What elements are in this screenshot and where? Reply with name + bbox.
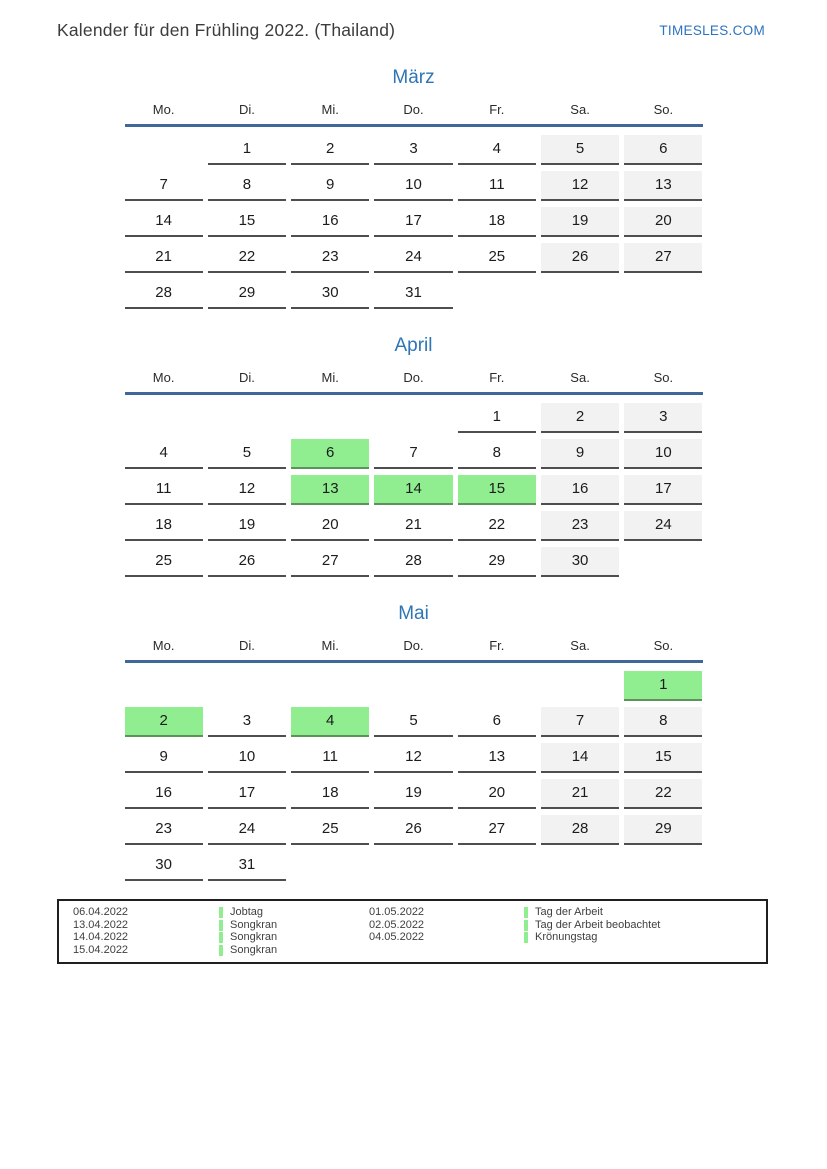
day-cell-day: 14	[125, 207, 203, 237]
weekday-header-row	[125, 102, 703, 118]
weekday-label: Di.	[238, 370, 255, 385]
day-cell-weekend: 24	[624, 511, 702, 541]
month-april	[125, 335, 703, 577]
weekday-label: So.	[653, 102, 674, 117]
day-cell-weekend: 21	[541, 779, 619, 809]
day-cell-holiday: 6	[291, 439, 369, 469]
day-cell-weekend: 13	[624, 171, 702, 201]
legend-entry	[524, 931, 758, 944]
day-cell-holiday: 15	[458, 475, 536, 505]
weekday-label: So.	[653, 370, 674, 385]
day-cell-day: 26	[208, 547, 286, 577]
empty-cell	[125, 135, 203, 165]
month-title: April	[394, 335, 433, 356]
day-cell-day: 29	[458, 547, 536, 577]
days-grid	[125, 403, 703, 577]
month-title: Mai	[398, 603, 429, 624]
legend-holiday-name: Songkran	[230, 944, 278, 957]
day-cell-day: 3	[374, 135, 452, 165]
weekday-label: Sa.	[570, 102, 590, 117]
day-cell-day: 12	[208, 475, 286, 505]
weekday-label: Fr.	[489, 638, 505, 653]
day-cell-day: 22	[208, 243, 286, 273]
day-cell-day: 27	[458, 815, 536, 845]
month-märz	[125, 67, 703, 309]
days-grid	[125, 135, 703, 309]
month-divider-line	[125, 392, 703, 395]
day-cell-day: 24	[374, 243, 452, 273]
day-cell-weekend: 29	[624, 815, 702, 845]
day-cell-weekend: 19	[541, 207, 619, 237]
day-cell-weekend: 14	[541, 743, 619, 773]
calendar-months	[0, 67, 827, 881]
holiday-marker-icon	[219, 932, 223, 943]
day-cell-day: 20	[458, 779, 536, 809]
weekday-label: Do.	[403, 102, 424, 117]
empty-cell	[374, 671, 452, 701]
legend-entry	[524, 919, 758, 932]
holiday-marker-icon	[219, 907, 223, 918]
day-cell-day: 18	[291, 779, 369, 809]
day-cell-day: 28	[125, 279, 203, 309]
legend-holiday-name: Krönungstag	[535, 931, 598, 944]
day-cell-day: 1	[458, 403, 536, 433]
legend-date: 13.04.2022	[73, 918, 129, 931]
day-cell-day: 4	[125, 439, 203, 469]
weekday-label: Fr.	[489, 370, 505, 385]
day-cell-weekend: 6	[624, 135, 702, 165]
empty-cell	[541, 851, 619, 881]
holiday-marker-icon	[524, 932, 528, 943]
days-grid	[125, 671, 703, 881]
day-cell-weekend: 30	[541, 547, 619, 577]
day-cell-day: 10	[208, 743, 286, 773]
holiday-marker-icon	[524, 907, 528, 918]
empty-cell	[125, 671, 203, 701]
legend-date: 15.04.2022	[73, 944, 129, 957]
day-cell-weekend: 16	[541, 475, 619, 505]
empty-cell	[291, 671, 369, 701]
day-cell-weekend: 2	[541, 403, 619, 433]
day-cell-day: 7	[125, 171, 203, 201]
day-cell-day: 31	[374, 279, 452, 309]
day-cell-weekend: 23	[541, 511, 619, 541]
legend-entry	[524, 944, 758, 957]
day-cell-weekend: 28	[541, 815, 619, 845]
day-cell-day: 2	[291, 135, 369, 165]
day-cell-day: 20	[291, 511, 369, 541]
day-cell-day: 7	[374, 439, 452, 469]
day-cell-day: 29	[208, 279, 286, 309]
weekday-label: Mi.	[321, 102, 339, 117]
day-cell-day: 5	[374, 707, 452, 737]
empty-cell	[374, 403, 452, 433]
day-cell-day: 4	[458, 135, 536, 165]
legend-holiday-name: Tag der Arbeit beobachtet	[535, 918, 661, 931]
day-cell-day: 11	[458, 171, 536, 201]
day-cell-day: 23	[125, 815, 203, 845]
day-cell-day: 27	[291, 547, 369, 577]
day-cell-day: 16	[291, 207, 369, 237]
day-cell-day: 9	[125, 743, 203, 773]
day-cell-day: 11	[291, 743, 369, 773]
legend-entry	[219, 906, 369, 919]
holiday-legend	[57, 899, 768, 964]
weekday-label: Do.	[403, 638, 424, 653]
legend-date: 01.05.2022	[369, 906, 425, 918]
day-cell-day: 25	[458, 243, 536, 273]
day-cell-holiday: 2	[125, 707, 203, 737]
day-cell-day: 21	[374, 511, 452, 541]
day-cell-weekend: 12	[541, 171, 619, 201]
day-cell-day: 25	[125, 547, 203, 577]
weekday-label: Do.	[403, 370, 424, 385]
page-title: Kalender für den Frühling 2022. (Thailand)	[57, 20, 396, 40]
day-cell-weekend: 15	[624, 743, 702, 773]
day-cell-day: 11	[125, 475, 203, 505]
weekday-label: Di.	[238, 102, 255, 117]
day-cell-day: 17	[208, 779, 286, 809]
empty-cell	[624, 851, 702, 881]
day-cell-day: 24	[208, 815, 286, 845]
weekday-label: Sa.	[570, 370, 590, 385]
day-cell-weekend: 26	[541, 243, 619, 273]
month-divider-line	[125, 124, 703, 127]
day-cell-day: 30	[291, 279, 369, 309]
day-cell-day: 31	[208, 851, 286, 881]
day-cell-holiday: 4	[291, 707, 369, 737]
day-cell-day: 15	[208, 207, 286, 237]
day-cell-day: 16	[125, 779, 203, 809]
month-divider-line	[125, 660, 703, 663]
month-title: März	[392, 67, 435, 88]
weekday-header-row	[125, 638, 703, 654]
legend-entry	[524, 906, 758, 919]
day-cell-day: 12	[374, 743, 452, 773]
legend-entry	[219, 919, 369, 932]
day-cell-day: 21	[125, 243, 203, 273]
day-cell-weekend: 27	[624, 243, 702, 273]
day-cell-day: 22	[458, 511, 536, 541]
empty-cell	[374, 851, 452, 881]
day-cell-weekend: 7	[541, 707, 619, 737]
day-cell-day: 25	[291, 815, 369, 845]
day-cell-day: 3	[208, 707, 286, 737]
legend-holiday-name: Jobtag	[230, 906, 264, 918]
empty-cell	[458, 851, 536, 881]
empty-cell	[208, 403, 286, 433]
weekday-label: So.	[653, 638, 674, 653]
day-cell-holiday: 1	[624, 671, 702, 701]
weekday-label: Fr.	[489, 102, 505, 117]
weekday-label: Mo.	[152, 370, 175, 385]
day-cell-weekend: 20	[624, 207, 702, 237]
empty-cell	[291, 851, 369, 881]
weekday-label: Mo.	[152, 638, 175, 653]
day-cell-day: 18	[125, 511, 203, 541]
day-cell-day: 8	[208, 171, 286, 201]
legend-holiday-name: Songkran	[230, 931, 278, 944]
empty-cell	[208, 671, 286, 701]
day-cell-day: 5	[208, 439, 286, 469]
empty-cell	[125, 403, 203, 433]
legend-date: 14.04.2022	[73, 931, 129, 944]
empty-cell	[541, 671, 619, 701]
day-cell-day: 1	[208, 135, 286, 165]
legend-holiday-name: Songkran	[230, 918, 278, 931]
day-cell-weekend: 3	[624, 403, 702, 433]
day-cell-day: 9	[291, 171, 369, 201]
day-cell-holiday: 13	[291, 475, 369, 505]
weekday-header-row	[125, 370, 703, 386]
empty-cell	[624, 547, 702, 577]
day-cell-day: 30	[125, 851, 203, 881]
day-cell-day: 6	[458, 707, 536, 737]
holiday-legend-grid	[73, 906, 758, 957]
page-header	[0, 0, 827, 41]
legend-date: 06.04.2022	[73, 906, 129, 918]
legend-date	[369, 944, 524, 957]
weekday-label: Sa.	[570, 638, 590, 653]
day-cell-holiday: 14	[374, 475, 452, 505]
weekday-label: Mo.	[152, 102, 175, 117]
empty-cell	[458, 671, 536, 701]
day-cell-day: 8	[458, 439, 536, 469]
weekday-label: Mi.	[321, 370, 339, 385]
day-cell-day: 26	[374, 815, 452, 845]
day-cell-day: 19	[374, 779, 452, 809]
empty-cell	[291, 403, 369, 433]
legend-entry	[219, 931, 369, 944]
day-cell-weekend: 17	[624, 475, 702, 505]
holiday-marker-icon	[219, 945, 223, 956]
holiday-marker-icon	[524, 920, 528, 931]
weekday-label: Mi.	[321, 638, 339, 653]
legend-entry	[219, 944, 369, 957]
day-cell-day: 18	[458, 207, 536, 237]
month-mai	[125, 603, 703, 881]
day-cell-day: 10	[374, 171, 452, 201]
legend-date: 04.05.2022	[369, 931, 425, 944]
empty-cell	[458, 279, 536, 309]
day-cell-weekend: 9	[541, 439, 619, 469]
day-cell-day: 23	[291, 243, 369, 273]
site-link[interactable]: TIMESLES.COM	[659, 23, 765, 38]
day-cell-day: 13	[458, 743, 536, 773]
day-cell-day: 28	[374, 547, 452, 577]
holiday-marker-icon	[219, 920, 223, 931]
day-cell-weekend: 8	[624, 707, 702, 737]
day-cell-day: 19	[208, 511, 286, 541]
empty-cell	[624, 279, 702, 309]
empty-cell	[541, 279, 619, 309]
legend-holiday-name: Tag der Arbeit	[535, 906, 603, 918]
day-cell-weekend: 5	[541, 135, 619, 165]
legend-date: 02.05.2022	[369, 918, 425, 931]
weekday-label: Di.	[238, 638, 255, 653]
day-cell-weekend: 22	[624, 779, 702, 809]
day-cell-day: 17	[374, 207, 452, 237]
day-cell-weekend: 10	[624, 439, 702, 469]
